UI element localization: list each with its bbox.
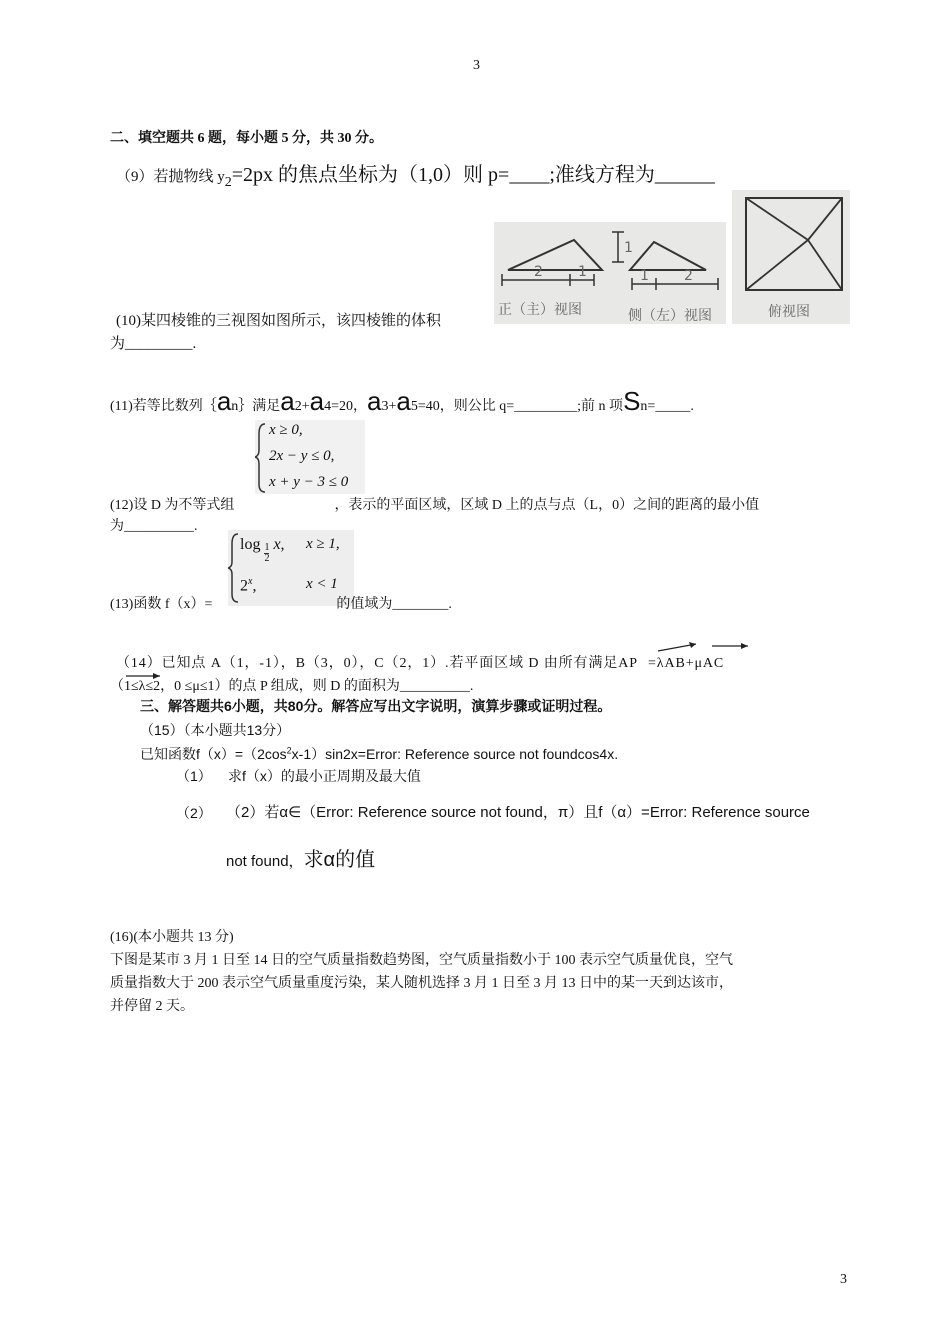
q14-vector-ap: AP xyxy=(618,656,638,671)
dim-label: 1 xyxy=(624,240,633,256)
q13-blank[interactable]: ________ xyxy=(392,597,449,612)
side-view-label: 侧（左）视图 xyxy=(628,308,712,324)
q12-system-line-3: x + y − 3 ≤ 0 xyxy=(269,474,349,490)
q13-case-1-condition: x ≥ 1, xyxy=(306,536,340,552)
top-view-label: 俯视图 xyxy=(768,304,810,320)
q13-case-2-condition: x < 1 xyxy=(306,576,338,592)
dim-label: 2 xyxy=(684,268,693,284)
q12-inequality-system xyxy=(255,420,365,494)
q16-header: (16)(本小题共 13 分) xyxy=(110,930,234,945)
question-10-line-2: 为_________. xyxy=(110,336,197,352)
q15-part-2-continued: not found，求α的值 xyxy=(226,849,376,871)
q9-blank-1[interactable]: ____ xyxy=(509,164,550,186)
q13-exp-power: x xyxy=(248,576,253,587)
q16-line-3: 并停留 2 天。 xyxy=(110,999,194,1014)
q15-part-1-number: （1） xyxy=(176,768,212,784)
question-13: (13)函数 f（x）= 的值域为________. xyxy=(110,597,452,612)
section-2-title: 二、填空题共 6 题，每小题 5 分，共 30 分。 xyxy=(110,131,383,146)
q11-blank-1[interactable]: _________ xyxy=(514,399,578,414)
q12-blank[interactable]: __________ xyxy=(124,519,194,534)
q10-front-side-view-figure xyxy=(494,222,726,324)
front-view-label: 正（主）视图 xyxy=(498,302,582,318)
q14-blank[interactable]: __________ xyxy=(399,679,470,694)
question-9: （9）若抛物线 $y_2=2px$ 的焦点坐标为（1,0）则 p=____;准线方程为______ xyxy=(116,164,715,190)
q16-line-1: 下图是某市 3 月 1 日至 14 日的空气质量指数趋势图，空气质量指数小于 100 表示空气质量优良，空气 xyxy=(110,953,733,968)
q10-top-view-figure xyxy=(732,190,850,324)
header-page-number: 3 xyxy=(473,58,480,73)
q15-header: （15）（本小题共13分） xyxy=(140,722,291,738)
dim-label: 2 xyxy=(534,264,543,280)
q11-blank-2[interactable]: _____ xyxy=(655,399,691,414)
q15-part-2-number: （2） xyxy=(176,805,212,821)
q15-part-1: 求f（x）的最小正周期及最大值 xyxy=(228,768,421,784)
q12-system-line-1: x ≥ 0, xyxy=(269,422,303,438)
q13-log: log xyxy=(240,536,261,553)
question-14-line-2: （1≤λ≤2，0 ≤μ≤1）的点 P 组成，则 D 的面积为__________. xyxy=(110,679,474,694)
q15-statement: 已知函数$f(x)=(2\cos^2x-1)\sin 2x=Error$: Reference source not foundcos4x. xyxy=(140,745,619,762)
question-14: （14）已知点 A（1，-1），B（3，0），C（2，1）.若平面区域 D 由所有满足AP =λAB+μAC xyxy=(116,656,725,671)
q12-system-line-2: 2x − y ≤ 0, xyxy=(269,448,335,464)
question-11: (11)若等比数列｛an｝满足a2+a4=20，a3+a5=40，则公比 q=_________;前 n 项Sn=_____. xyxy=(110,386,694,416)
question-12: (12)设 D 为不等式组 ，表示的平面区域，区域 D 上的点与点（L，0）之间的距离的最小值 xyxy=(110,498,760,513)
section-3-title: 三、解答题共6小题，共80分。解答应写出文字说明，演算步骤或证明过程。 xyxy=(140,698,612,714)
question-12-line-2: 为__________. xyxy=(110,519,198,534)
dim-label: 1 xyxy=(640,268,649,284)
q13-exp-base: 2 xyxy=(240,577,248,595)
footer-page-number: 3 xyxy=(840,1272,847,1287)
q13-log-var: x, xyxy=(273,536,285,553)
dim-label: 1 xyxy=(578,264,587,280)
q10-blank[interactable]: _________ xyxy=(125,336,193,352)
question-10: (10)某四棱锥的三视图如图所示，该四棱锥的体积 xyxy=(116,313,441,329)
q13-log-base-num: 1 xyxy=(264,542,270,553)
q13-piecewise-function: log $\frac{1}{2}$ x, x ≥ 1, 2$^x$, x < 1 xyxy=(228,530,354,606)
q9-blank-2[interactable]: ______ xyxy=(654,164,715,186)
q16-line-2: 质量指数大于 200 表示空气质量重度污染，某人随机选择 3 月 1 日至 3 月 13 日中的某一天到达该市， xyxy=(110,976,733,991)
q15-part-2: （2）若α∈（Error: Reference source not found，π）且f（α）=Error: Reference source xyxy=(226,804,810,821)
q13-log-base-den: 2 xyxy=(264,553,270,564)
